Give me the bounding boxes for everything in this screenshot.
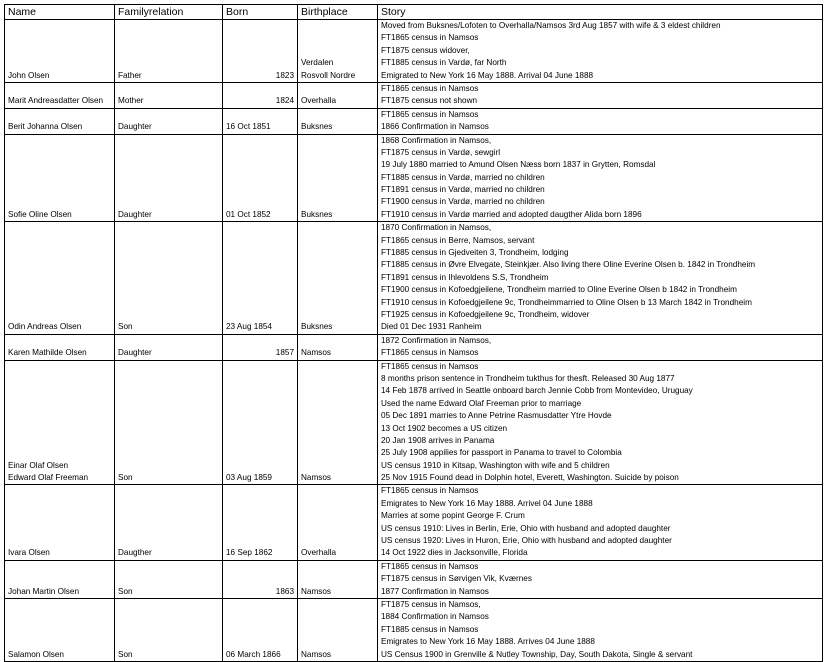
story-line: 14 Oct 1922 dies in Jacksonville, Florida	[381, 548, 528, 558]
person-name: Marit Andreasdatter Olsen	[8, 96, 104, 106]
story-line: FT1925 census in Kofoedgjeilene 9c, Trondheim, widover	[381, 309, 590, 319]
family-relation-cell: Son	[115, 222, 223, 335]
story-line: 1868 Confirmation in Namsos,	[381, 135, 492, 145]
story-line: 25 July 1908 appilies for passport in Panama to travel to Colombia	[381, 448, 622, 458]
family-relation-cell: Son	[115, 598, 223, 661]
table-row	[5, 134, 823, 222]
story-cell	[378, 485, 823, 560]
story-line: US Census 1900 in Grenville & Nutley Township, Day, South Dakota, Single & servant	[381, 649, 693, 659]
story-line: Moved from Buksnes/Lofoten to Overhalla/Namsos 3rd Aug 1857 with wife & 3 eldest children	[381, 21, 721, 30]
story-line: Emigrates to New York 16 May 1888. Arrivel 04 June 1888	[381, 498, 593, 508]
person-name: Odin Andreas Olsen	[8, 322, 82, 332]
birthplace-line: Buksnes	[301, 322, 333, 332]
story-line: FT1891 census in Ihlevoldens S.S, Trondheim	[381, 272, 549, 282]
story-line: 19 July 1880 married to Amund Olsen Næss born 1837 in Grytten, Romsdal	[381, 160, 656, 170]
family-table	[4, 4, 823, 662]
story-line: US census 1910 in Kitsap, Washington with wife and 5 children	[381, 460, 610, 470]
born-cell: 16 Oct 1851	[223, 108, 298, 134]
person-name: Salamon Olsen	[8, 649, 64, 659]
story-line: US census 1920: Lives in Huron, Erie, Ohio with husband and adopted daughter	[381, 536, 672, 546]
table-row	[5, 20, 823, 83]
birthplace-cell	[298, 222, 378, 335]
story-line: 1870 Confirmation in Namsos,	[381, 223, 492, 233]
person-name-cell	[5, 222, 115, 335]
birthplace-line: Namsos	[301, 348, 332, 358]
story-line: Died 01 Dec 1931 Ranheim	[381, 322, 482, 332]
table-row	[5, 560, 823, 598]
born-cell: 1824	[223, 82, 298, 108]
story-cell	[378, 108, 823, 134]
story-line: FT1865 census in Namsos	[381, 361, 479, 371]
born-cell: 03 Aug 1859	[223, 360, 298, 485]
birthplace-line: Overhalla	[301, 548, 337, 558]
birthplace-cell	[298, 360, 378, 485]
person-name-cell	[5, 108, 115, 134]
birthplace-cell	[298, 134, 378, 222]
story-line: FT1875 census not shown	[381, 96, 478, 106]
story-cell	[378, 560, 823, 598]
table-row	[5, 108, 823, 134]
born-cell: 06 March 1866	[223, 598, 298, 661]
story-line: 1872 Confirmation in Namsos,	[381, 335, 492, 345]
person-name: John Olsen	[8, 70, 50, 80]
person-name: Johan Martin Olsen	[8, 586, 79, 596]
born-cell: 01 Oct 1852	[223, 134, 298, 222]
story-line: FT1865 census in Namsos	[381, 109, 479, 119]
person-name-cell	[5, 134, 115, 222]
table-row	[5, 360, 823, 485]
story-line: FT1910 census in Kofoedgjeilene 9c, Trondheimmarried to Oline Olsen b 13 March 1842 in Trondheim	[381, 297, 752, 307]
column-header-name: Name	[5, 5, 115, 20]
family-relation-cell: Daughter	[115, 134, 223, 222]
story-line: Marries at some popint George F. Crum	[381, 511, 525, 521]
story-line: 8 months prison sentence in Trondheim tukthus for thesft. Released 30 Aug 1877	[381, 373, 675, 383]
family-relation-cell: Daughter	[115, 108, 223, 134]
born-cell: 1823	[223, 20, 298, 83]
family-relation-cell: Son	[115, 560, 223, 598]
story-line: 1866 Confirmation in Namsos	[381, 122, 489, 132]
story-line: FT1875 census widover,	[381, 45, 470, 55]
story-line: Emigrates to New York 16 May 1888. Arrives 04 June 1888	[381, 637, 595, 647]
story-line: FT1865 census in Berre, Namsos, servant	[381, 235, 535, 245]
family-relation-cell: Daughter	[115, 334, 223, 360]
story-cell	[378, 82, 823, 108]
story-cell	[378, 334, 823, 360]
family-relation-cell: Son	[115, 360, 223, 485]
birthplace-cell	[298, 598, 378, 661]
column-header-born: Born	[223, 5, 298, 20]
born-cell: 1857	[223, 334, 298, 360]
story-line: FT1900 census in Kofoedgjeilene, Trondheim married to Oline Everine Olsen b 1842 in Trondheim	[381, 285, 737, 295]
birthplace-cell	[298, 82, 378, 108]
story-line: FT1875 census in Vardø, sewgirl	[381, 147, 501, 157]
person-name: Karen Mathilde Olsen	[8, 348, 87, 358]
story-line: FT1865 census in Namsos	[381, 486, 479, 496]
story-line: Emigrated to New York 16 May 1888. Arrival 04 June 1888	[381, 70, 594, 80]
birthplace-cell	[298, 334, 378, 360]
person-name-cell	[5, 560, 115, 598]
story-line: 14 Feb 1878 arrived in Seattle onboard barch Jennie Cobb from Montevideo, Uruguay	[381, 386, 693, 396]
birthplace-line: Buksnes	[301, 209, 333, 219]
person-name-cell	[5, 20, 115, 83]
birthplace-cell	[298, 108, 378, 134]
story-line: FT1865 census in Namsos	[381, 561, 479, 571]
story-line: FT1910 census in Vardø married and adopted daugther Alida born 1896	[381, 209, 642, 219]
table-row	[5, 485, 823, 560]
story-line: 05 Dec 1891 marries to Anne Petrine Rasmusdatter Ytre Hovde	[381, 411, 612, 421]
story-line: FT1875 census in Sørvigen Vik, Kværnes	[381, 574, 532, 584]
family-relation-cell: Mother	[115, 82, 223, 108]
story-line: FT1885 census in Namsos	[381, 624, 479, 634]
story-cell	[378, 360, 823, 485]
birthplace-line: Verdalen	[301, 58, 334, 68]
story-line: 1877 Confirmation in Namsos	[381, 586, 489, 596]
table-row	[5, 82, 823, 108]
header-row	[5, 5, 823, 20]
story-line: FT1865 census in Namsos	[381, 83, 479, 93]
story-cell	[378, 598, 823, 661]
story-cell	[378, 134, 823, 222]
story-line: FT1885 census in Vardø, far North	[381, 58, 507, 68]
table-row	[5, 334, 823, 360]
column-header-story: Story	[378, 5, 823, 20]
story-line: FT1865 census in Namsos	[381, 348, 479, 358]
story-line: FT1875 census in Namsos,	[381, 599, 481, 609]
story-line: FT1891 census in Vardø, married no children	[381, 185, 545, 195]
story-line: FT1885 census in Øvre Elvegate, Steinkjær. Also living there Oline Everine Olsen b. 1842 in Trondheim	[381, 260, 756, 270]
person-name-cell	[5, 82, 115, 108]
column-header-birthplace: Birthplace	[298, 5, 378, 20]
table-row	[5, 598, 823, 661]
story-cell	[378, 222, 823, 335]
column-header-familyrelation: Familyrelation	[115, 5, 223, 20]
born-cell: 23 Aug 1854	[223, 222, 298, 335]
family-relation-cell: Father	[115, 20, 223, 83]
birthplace-line: Namsos	[301, 473, 332, 483]
story-cell	[378, 20, 823, 83]
person-name: Edward Olaf Freeman	[8, 473, 89, 483]
birthplace-line: Overhalla	[301, 96, 337, 106]
person-name-cell	[5, 360, 115, 485]
story-line: 20 Jan 1908 arrives in Panama	[381, 435, 495, 445]
story-line: FT1865 census in Namsos	[381, 33, 479, 43]
story-line: 1884 Confirmation in Namsos	[381, 612, 489, 622]
birthplace-line: Namsos	[301, 586, 332, 596]
person-name: Berit Johanna Olsen	[8, 122, 83, 132]
person-name-cell	[5, 334, 115, 360]
person-name-cell	[5, 598, 115, 661]
born-cell: 1863	[223, 560, 298, 598]
birthplace-cell	[298, 560, 378, 598]
birthplace-cell	[298, 20, 378, 83]
birthplace-line: Buksnes	[301, 122, 333, 132]
story-line: 25 Nov 1915 Found dead in Dolphin hotel, Everett, Washington. Suicide by poison	[381, 473, 679, 483]
birthplace-line: Namsos	[301, 649, 332, 659]
story-line: US census 1910: Lives in Berlin, Erie, Ohio with husband and adopted daughter	[381, 523, 671, 533]
table-body	[5, 20, 823, 662]
story-line: FT1885 census in Vardø, married no children	[381, 172, 545, 182]
person-name: Einar Olaf Olsen	[8, 460, 69, 470]
story-line: Used the name Edward Olaf Freeman prior to marriage	[381, 398, 582, 408]
birthplace-cell	[298, 485, 378, 560]
person-name: Sofie Oline Olsen	[8, 209, 72, 219]
person-name-cell	[5, 485, 115, 560]
story-line: 13 Oct 1902 becomes a US citizen	[381, 423, 508, 433]
family-relation-cell: Daugther	[115, 485, 223, 560]
born-cell: 16 Sep 1862	[223, 485, 298, 560]
table-row	[5, 222, 823, 335]
birthplace-line: Rosvoll Nordre	[301, 70, 356, 80]
person-name: Ivara Olsen	[8, 548, 50, 558]
story-line: FT1900 census in Vardø, married no children	[381, 197, 545, 207]
family-history-sheet	[4, 4, 823, 662]
story-line: FT1885 census in Gjedveiten 3, Trondheim, lodging	[381, 248, 569, 258]
